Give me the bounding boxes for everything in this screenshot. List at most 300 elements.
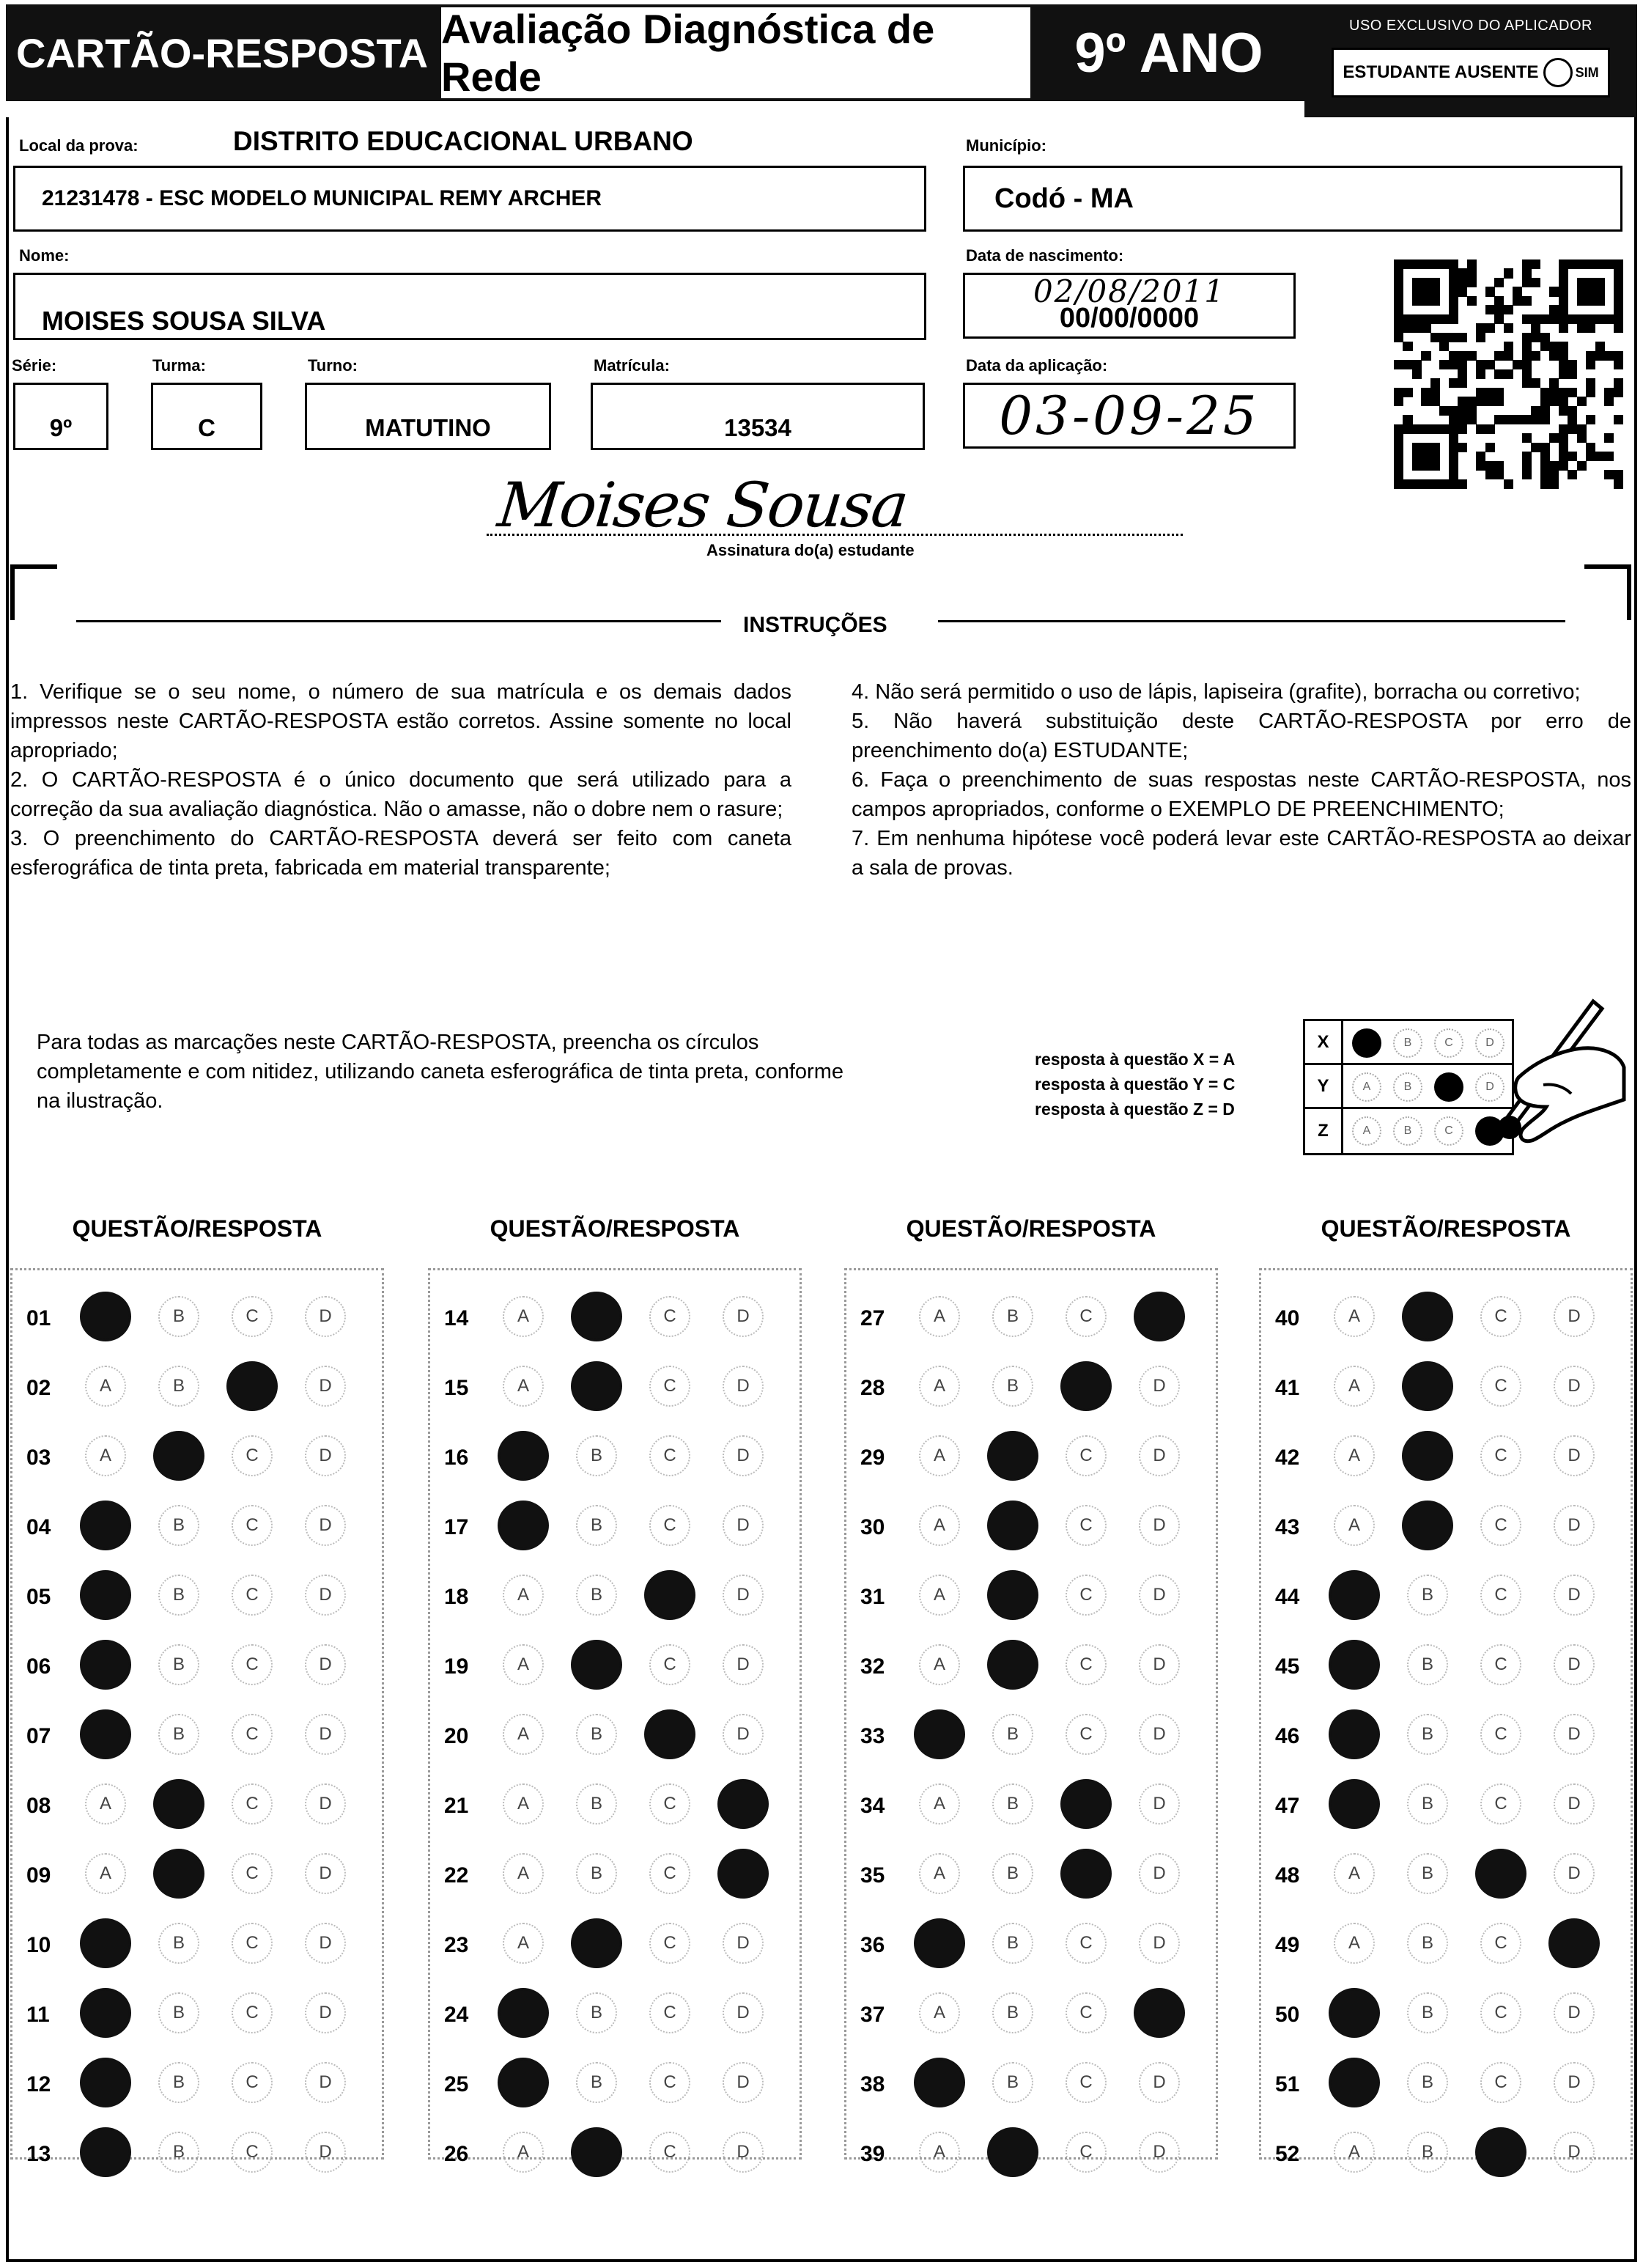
answer-bubble-a[interactable]: A — [85, 1366, 126, 1407]
question-number: 18 — [444, 1585, 469, 1609]
answer-bubble-d[interactable]: D — [1139, 1783, 1180, 1825]
answer-bubble-d[interactable]: D — [1554, 1296, 1595, 1337]
answer-bubble-d[interactable]: D — [305, 1435, 346, 1476]
answer-bubble-b[interactable]: B — [992, 1783, 1033, 1825]
question-row — [10, 1783, 384, 1827]
answer-bubble-c[interactable]: C — [232, 1296, 273, 1337]
answer-bubble-c[interactable]: C — [232, 1714, 273, 1755]
answer-bubble-a[interactable] — [498, 1988, 549, 2038]
qr-module — [1394, 278, 1403, 287]
answer-bubble-c[interactable] — [226, 1361, 278, 1411]
answer-bubble-d[interactable]: D — [1139, 2062, 1180, 2103]
answer-bubble-c[interactable]: C — [1480, 2062, 1521, 2103]
answer-bubble-a[interactable] — [80, 1988, 131, 2038]
answer-bubble-c[interactable]: C — [232, 1644, 273, 1685]
qr-module — [1540, 479, 1550, 489]
answer-bubble-c[interactable]: C — [232, 1923, 273, 1964]
qr-module — [1485, 470, 1495, 479]
qr-module — [1559, 296, 1568, 306]
answer-bubble-d[interactable] — [717, 1779, 769, 1829]
answer-bubble-c[interactable]: C — [1066, 1992, 1107, 2033]
answer-bubble-d[interactable]: D — [1139, 1505, 1180, 1546]
column-title: QUESTÃO/RESPOSTA — [906, 1215, 1156, 1242]
question-row — [844, 1575, 1218, 1619]
qr-module — [1549, 461, 1559, 471]
answer-bubble-b[interactable]: B — [576, 1783, 617, 1825]
qr-module — [1604, 470, 1614, 479]
answer-bubble-a[interactable]: A — [919, 1435, 960, 1476]
answer-bubble-a[interactable]: A — [1334, 1366, 1375, 1407]
answer-bubble-b[interactable]: B — [576, 1714, 617, 1755]
answer-bubble-b[interactable]: B — [1407, 1575, 1448, 1616]
answer-bubble-a[interactable]: A — [1334, 1923, 1375, 1964]
answer-bubble-d[interactable]: D — [723, 1435, 764, 1476]
student-absent-bubble[interactable] — [1543, 58, 1573, 87]
answer-bubble-c[interactable]: C — [1480, 1435, 1521, 1476]
qr-module — [1504, 351, 1513, 361]
answer-bubble-d[interactable]: D — [305, 1853, 346, 1894]
answer-bubble-d[interactable]: D — [1139, 1714, 1180, 1755]
answer-bubble-d[interactable]: D — [305, 1575, 346, 1616]
qr-module — [1449, 424, 1458, 434]
qr-module — [1394, 388, 1403, 397]
answer-bubble-d[interactable]: D — [305, 1923, 346, 1964]
answer-bubble-d[interactable]: D — [723, 1923, 764, 1964]
answer-bubble-d[interactable]: D — [723, 2132, 764, 2173]
answer-bubble-c[interactable]: C — [1480, 1296, 1521, 1337]
answer-bubble-a[interactable] — [80, 1709, 131, 1759]
answer-bubble-c[interactable]: C — [1480, 1644, 1521, 1685]
answer-bubble-b[interactable] — [571, 2127, 622, 2177]
answer-bubble-c[interactable] — [644, 1570, 695, 1620]
answer-bubble-d[interactable]: D — [723, 1575, 764, 1616]
answer-bubble-a[interactable] — [914, 1918, 965, 1968]
answer-bubble-b[interactable]: B — [992, 1923, 1033, 1964]
answer-bubble-a[interactable]: A — [1334, 1296, 1375, 1337]
answer-bubble-c[interactable] — [1060, 1849, 1112, 1899]
answer-bubble-b[interactable]: B — [576, 1505, 617, 1546]
answer-bubble-d[interactable] — [1134, 1988, 1185, 2038]
answer-bubble-a[interactable]: A — [503, 1853, 544, 1894]
question-row — [844, 1714, 1218, 1758]
qr-module — [1568, 424, 1577, 434]
answer-bubble-c[interactable]: C — [232, 2062, 273, 2103]
qr-module — [1568, 406, 1577, 416]
answer-bubble-c[interactable]: C — [1480, 1714, 1521, 1755]
answer-bubble-c[interactable]: C — [1066, 1644, 1107, 1685]
answer-bubble-a[interactable] — [80, 1292, 131, 1341]
answer-bubble-a[interactable]: A — [919, 1366, 960, 1407]
answer-bubble-c[interactable]: C — [1066, 1296, 1107, 1337]
answer-bubble-b[interactable]: B — [158, 1366, 199, 1407]
question-row — [1259, 1435, 1633, 1479]
answer-bubble-d[interactable] — [1548, 1918, 1600, 1968]
answer-bubble-a[interactable]: A — [919, 2132, 960, 2173]
answer-bubble-b[interactable] — [153, 1849, 204, 1899]
answer-bubble-c[interactable]: C — [1066, 1435, 1107, 1476]
answer-bubble-b[interactable]: B — [1407, 2062, 1448, 2103]
qr-module — [1494, 369, 1504, 379]
qr-module — [1467, 278, 1477, 287]
answer-bubble-d[interactable]: D — [723, 1505, 764, 1546]
answer-bubble-b[interactable]: B — [1407, 1853, 1448, 1894]
answer-bubble-b[interactable]: B — [158, 1296, 199, 1337]
qr-module — [1394, 314, 1403, 324]
hand-icon — [1515, 1048, 1624, 1141]
answer-bubble-b[interactable]: B — [576, 2062, 617, 2103]
answer-bubble-d[interactable]: D — [723, 1366, 764, 1407]
question-row — [1259, 1644, 1633, 1688]
answer-bubble-a[interactable]: A — [919, 1296, 960, 1337]
answer-bubble-c[interactable]: C — [1066, 1575, 1107, 1616]
qr-module — [1430, 333, 1440, 342]
answer-bubble-c[interactable]: C — [1480, 1992, 1521, 2033]
answer-bubble-c[interactable]: C — [1480, 1923, 1521, 1964]
answer-bubble-a[interactable]: A — [1334, 1853, 1375, 1894]
answer-bubble-b[interactable] — [987, 1431, 1038, 1481]
qr-module — [1476, 397, 1485, 406]
instructions-title: INSTRUÇÕES — [743, 613, 887, 637]
answer-bubble-d[interactable]: D — [1554, 1575, 1595, 1616]
answer-bubble-a[interactable] — [498, 1431, 549, 1481]
answer-bubble-b[interactable] — [571, 1918, 622, 1968]
qr-module — [1522, 360, 1532, 369]
qr-module — [1522, 268, 1532, 278]
answer-bubble-c[interactable]: C — [649, 1505, 690, 1546]
answer-bubble-d[interactable]: D — [1139, 2132, 1180, 2173]
qr-module — [1458, 378, 1467, 388]
qr-module — [1586, 388, 1595, 397]
qr-module — [1430, 378, 1440, 388]
answer-bubble-c[interactable]: C — [232, 2132, 273, 2173]
answer-bubble-b[interactable] — [1402, 1501, 1453, 1550]
question-number: 44 — [1275, 1585, 1300, 1609]
answer-bubble-c[interactable]: C — [1480, 1366, 1521, 1407]
answer-bubble-b[interactable]: B — [576, 1575, 617, 1616]
answer-bubble-c[interactable]: C — [649, 1783, 690, 1825]
qr-module — [1467, 397, 1477, 406]
answer-bubble-c[interactable] — [1475, 2127, 1526, 2177]
answer-bubble-c[interactable] — [1060, 1779, 1112, 1829]
qr-module — [1549, 470, 1559, 479]
answer-bubble-b[interactable]: B — [576, 1992, 617, 2033]
qr-module — [1577, 314, 1587, 324]
answer-bubble-a[interactable]: A — [919, 1992, 960, 2033]
answer-bubble-b[interactable]: B — [158, 1575, 199, 1616]
answer-bubble-d[interactable]: D — [305, 1783, 346, 1825]
card-title — [6, 4, 438, 101]
qr-module — [1394, 305, 1403, 314]
answer-bubble-b[interactable]: B — [992, 1296, 1033, 1337]
example-bubble-c: C — [1434, 1028, 1463, 1058]
answer-bubble-b[interactable]: B — [158, 1992, 199, 2033]
answer-bubble-c[interactable]: C — [649, 1923, 690, 1964]
answer-bubble-a[interactable]: A — [1334, 1435, 1375, 1476]
answer-bubble-c[interactable]: C — [1480, 1783, 1521, 1825]
nascimento-label: Data de nascimento: — [966, 246, 1124, 265]
answer-bubble-a[interactable] — [1329, 1640, 1380, 1690]
question-number: 41 — [1275, 1376, 1300, 1400]
question-row — [844, 1783, 1218, 1827]
answer-bubble-c[interactable] — [1475, 1849, 1526, 1899]
answer-bubble-d[interactable]: D — [1554, 2132, 1595, 2173]
answer-bubble-c[interactable]: C — [232, 1992, 273, 2033]
answer-bubble-a[interactable]: A — [503, 1923, 544, 1964]
question-number: 38 — [860, 2072, 885, 2096]
answer-bubble-a[interactable] — [1329, 1988, 1380, 2038]
answer-bubble-a[interactable]: A — [503, 1644, 544, 1685]
answer-bubble-a[interactable] — [914, 2058, 965, 2107]
answer-bubble-b[interactable] — [987, 1501, 1038, 1550]
answer-bubble-c[interactable]: C — [649, 2062, 690, 2103]
answer-bubble-d[interactable]: D — [1139, 1575, 1180, 1616]
answer-bubble-b[interactable]: B — [1407, 1644, 1448, 1685]
answer-bubble-c[interactable]: C — [649, 1644, 690, 1685]
answer-bubble-b[interactable] — [153, 1431, 204, 1481]
matricula-field — [591, 383, 925, 450]
qr-module — [1439, 342, 1449, 351]
answer-bubble-a[interactable] — [1329, 1570, 1380, 1620]
answer-bubble-b[interactable]: B — [992, 2062, 1033, 2103]
qr-module — [1586, 443, 1595, 452]
answer-bubble-a[interactable]: A — [503, 1783, 544, 1825]
qr-module — [1504, 323, 1513, 333]
answer-bubble-d[interactable] — [1134, 1292, 1185, 1341]
answer-bubble-a[interactable] — [914, 1709, 965, 1759]
answer-bubble-d[interactable]: D — [723, 1714, 764, 1755]
question-row — [1259, 1575, 1633, 1619]
answer-bubble-a[interactable]: A — [503, 1714, 544, 1755]
qr-module — [1614, 314, 1623, 324]
answer-bubble-c[interactable]: C — [649, 1992, 690, 2033]
answer-bubble-d[interactable]: D — [305, 1992, 346, 2033]
answer-bubble-d[interactable]: D — [1554, 1505, 1595, 1546]
qr-module — [1476, 461, 1485, 471]
answer-bubble-b[interactable]: B — [158, 2132, 199, 2173]
answer-bubble-a[interactable] — [80, 1570, 131, 1620]
answer-bubble-a[interactable] — [80, 2058, 131, 2107]
student-absent-label: ESTUDANTE AUSENTE — [1343, 62, 1539, 82]
qr-module — [1522, 461, 1532, 471]
answer-bubble-d[interactable]: D — [1139, 1435, 1180, 1476]
answer-bubble-c[interactable]: C — [1480, 1505, 1521, 1546]
answer-bubble-b[interactable] — [571, 1292, 622, 1341]
answer-bubble-a[interactable] — [1329, 2058, 1380, 2107]
answer-bubble-b[interactable] — [571, 1361, 622, 1411]
answer-bubble-c[interactable]: C — [649, 1366, 690, 1407]
qr-module — [1549, 305, 1559, 314]
nascimento-field — [963, 273, 1296, 339]
answer-bubble-c[interactable]: C — [232, 1853, 273, 1894]
qr-module — [1531, 351, 1540, 361]
answer-bubble-b[interactable] — [987, 2127, 1038, 2177]
answer-bubble-d[interactable]: D — [1139, 1923, 1180, 1964]
answer-bubble-b[interactable]: B — [1407, 1714, 1448, 1755]
answer-bubble-d[interactable]: D — [1554, 1366, 1595, 1407]
answer-bubble-d[interactable]: D — [723, 2062, 764, 2103]
qr-module — [1467, 296, 1477, 306]
exam-title-text: Avaliação Diagnóstica de Rede — [441, 6, 935, 100]
question-row — [428, 1714, 802, 1758]
qr-module — [1449, 305, 1458, 314]
qr-module — [1531, 259, 1540, 269]
qr-module — [1559, 360, 1568, 369]
qr-module — [1494, 314, 1504, 324]
answer-bubble-d[interactable]: D — [723, 1644, 764, 1685]
answer-bubble-a[interactable]: A — [1334, 2132, 1375, 2173]
answer-bubble-c[interactable]: C — [649, 1435, 690, 1476]
answer-bubble-a[interactable]: A — [85, 1435, 126, 1476]
answer-bubble-b[interactable] — [1402, 1431, 1453, 1481]
answer-bubble-d[interactable]: D — [305, 1714, 346, 1755]
question-row — [428, 1783, 802, 1827]
answer-bubble-a[interactable]: A — [85, 1853, 126, 1894]
nome-value: MOISES SOUSA SILVA — [42, 306, 326, 336]
answer-bubble-d[interactable]: D — [305, 1644, 346, 1685]
answer-bubble-c[interactable] — [1060, 1361, 1112, 1411]
answer-bubble-d[interactable]: D — [1139, 1644, 1180, 1685]
answer-bubble-b[interactable]: B — [1407, 2132, 1448, 2173]
answer-bubble-b[interactable]: B — [992, 1366, 1033, 1407]
answer-bubble-c[interactable]: C — [1066, 1505, 1107, 1546]
answer-bubble-d[interactable]: D — [1554, 1435, 1595, 1476]
qr-module — [1412, 479, 1422, 489]
answer-bubble-b[interactable] — [571, 1640, 622, 1690]
answer-bubble-a[interactable]: A — [1334, 1505, 1375, 1546]
question-row — [1259, 2132, 1633, 2176]
answer-bubble-d[interactable]: D — [305, 2062, 346, 2103]
answer-bubble-b[interactable]: B — [158, 1923, 199, 1964]
qr-module — [1513, 296, 1522, 306]
qr-module — [1513, 360, 1522, 369]
answer-bubble-d[interactable]: D — [305, 1366, 346, 1407]
answer-bubble-c[interactable]: C — [649, 2132, 690, 2173]
answer-bubble-a[interactable] — [1329, 1779, 1380, 1829]
answer-bubble-c[interactable]: C — [1066, 1923, 1107, 1964]
answer-bubble-d[interactable]: D — [1554, 1644, 1595, 1685]
example-bubble-c: C — [1434, 1116, 1463, 1146]
answer-bubble-d[interactable]: D — [1139, 1853, 1180, 1894]
answer-bubble-b[interactable]: B — [992, 1853, 1033, 1894]
answer-bubble-b[interactable] — [153, 1779, 204, 1829]
answer-bubble-c[interactable]: C — [232, 1783, 273, 1825]
qr-module — [1586, 323, 1595, 333]
qr-module — [1458, 369, 1467, 379]
answer-bubble-a[interactable] — [498, 1501, 549, 1550]
answer-bubble-a[interactable]: A — [503, 1366, 544, 1407]
answer-bubble-d[interactable]: D — [1554, 1853, 1595, 1894]
answer-bubble-d[interactable]: D — [305, 1296, 346, 1337]
answer-bubble-a[interactable]: A — [919, 1575, 960, 1616]
answer-bubble-d[interactable]: D — [1554, 2062, 1595, 2103]
question-number: 43 — [1275, 1515, 1300, 1539]
answer-bubble-a[interactable] — [80, 1640, 131, 1690]
answer-bubble-c[interactable]: C — [1066, 2132, 1107, 2173]
qr-module — [1449, 268, 1458, 278]
answer-bubble-b[interactable] — [987, 1640, 1038, 1690]
local-value: DISTRITO EDUCACIONAL URBANO — [233, 126, 693, 156]
answer-bubble-c[interactable]: C — [232, 1435, 273, 1476]
answer-bubble-b[interactable]: B — [1407, 1992, 1448, 2033]
school-value: 21231478 - ESC MODELO MUNICIPAL REMY ARCHER — [42, 186, 602, 210]
answer-bubble-c[interactable]: C — [1480, 1575, 1521, 1616]
answer-bubble-b[interactable] — [987, 1570, 1038, 1620]
qr-module — [1494, 415, 1504, 424]
answer-bubble-b[interactable]: B — [576, 1853, 617, 1894]
corner-bracket-left — [10, 564, 57, 620]
answer-bubble-d[interactable]: D — [723, 1296, 764, 1337]
answer-bubble-d[interactable] — [717, 1849, 769, 1899]
qr-module — [1430, 388, 1440, 397]
answer-bubble-b[interactable] — [1402, 1361, 1453, 1411]
qr-module — [1549, 287, 1559, 296]
qr-module — [1394, 259, 1403, 269]
answer-bubble-c[interactable] — [644, 1709, 695, 1759]
qr-module — [1604, 314, 1614, 324]
qr-module — [1549, 388, 1559, 397]
answer-bubble-a[interactable]: A — [503, 2132, 544, 2173]
qr-module — [1568, 452, 1577, 461]
answer-bubble-c[interactable]: C — [1066, 1714, 1107, 1755]
answer-bubble-d[interactable]: D — [1554, 1714, 1595, 1755]
answer-bubble-b[interactable]: B — [1407, 1923, 1448, 1964]
answer-bubble-a[interactable]: A — [85, 1783, 126, 1825]
answer-bubble-d[interactable]: D — [1139, 1366, 1180, 1407]
answer-bubble-a[interactable] — [80, 2127, 131, 2177]
answer-bubble-d[interactable]: D — [1554, 1783, 1595, 1825]
answer-bubble-b[interactable]: B — [992, 1992, 1033, 2033]
answer-bubble-a[interactable]: A — [919, 1783, 960, 1825]
answer-bubble-d[interactable]: D — [723, 1992, 764, 2033]
answer-bubble-a[interactable] — [1329, 1709, 1380, 1759]
answer-bubble-a[interactable] — [498, 2058, 549, 2107]
qr-module — [1540, 461, 1550, 471]
answer-bubble-c[interactable]: C — [649, 1853, 690, 1894]
question-row — [1259, 1783, 1633, 1827]
qr-module — [1430, 397, 1440, 406]
qr-module — [1430, 259, 1440, 269]
question-row — [1259, 2062, 1633, 2106]
answer-bubble-b[interactable]: B — [992, 1714, 1033, 1755]
answer-bubble-d[interactable]: D — [1554, 1992, 1595, 2033]
answer-bubble-a[interactable]: A — [919, 1505, 960, 1546]
qr-module — [1412, 287, 1422, 296]
answer-bubble-c[interactable]: C — [232, 1575, 273, 1616]
answer-bubble-d[interactable]: D — [305, 1505, 346, 1546]
answer-bubble-c[interactable]: C — [1066, 2062, 1107, 2103]
answer-bubble-c[interactable]: C — [649, 1296, 690, 1337]
answer-bubble-b[interactable]: B — [1407, 1783, 1448, 1825]
example-legend — [1035, 1047, 1235, 1122]
answer-bubble-b[interactable] — [1402, 1292, 1453, 1341]
answer-bubble-c[interactable]: C — [232, 1505, 273, 1546]
answer-bubble-b[interactable]: B — [158, 1714, 199, 1755]
answer-bubble-a[interactable]: A — [919, 1644, 960, 1685]
answer-bubble-b[interactable]: B — [158, 1505, 199, 1546]
example-bubble-d: D — [1475, 1028, 1504, 1058]
qr-module — [1531, 314, 1540, 324]
question-row — [10, 1853, 384, 1897]
answer-bubble-b[interactable]: B — [576, 1435, 617, 1476]
answer-bubble-a[interactable]: A — [503, 1296, 544, 1337]
answer-bubble-a[interactable] — [80, 1501, 131, 1550]
answer-bubble-b[interactable]: B — [158, 1644, 199, 1685]
answer-bubble-a[interactable] — [80, 1918, 131, 1968]
answer-bubble-a[interactable]: A — [503, 1575, 544, 1616]
answer-bubble-a[interactable]: A — [919, 1853, 960, 1894]
answer-bubble-b[interactable]: B — [158, 2062, 199, 2103]
answer-bubble-d[interactable]: D — [305, 2132, 346, 2173]
